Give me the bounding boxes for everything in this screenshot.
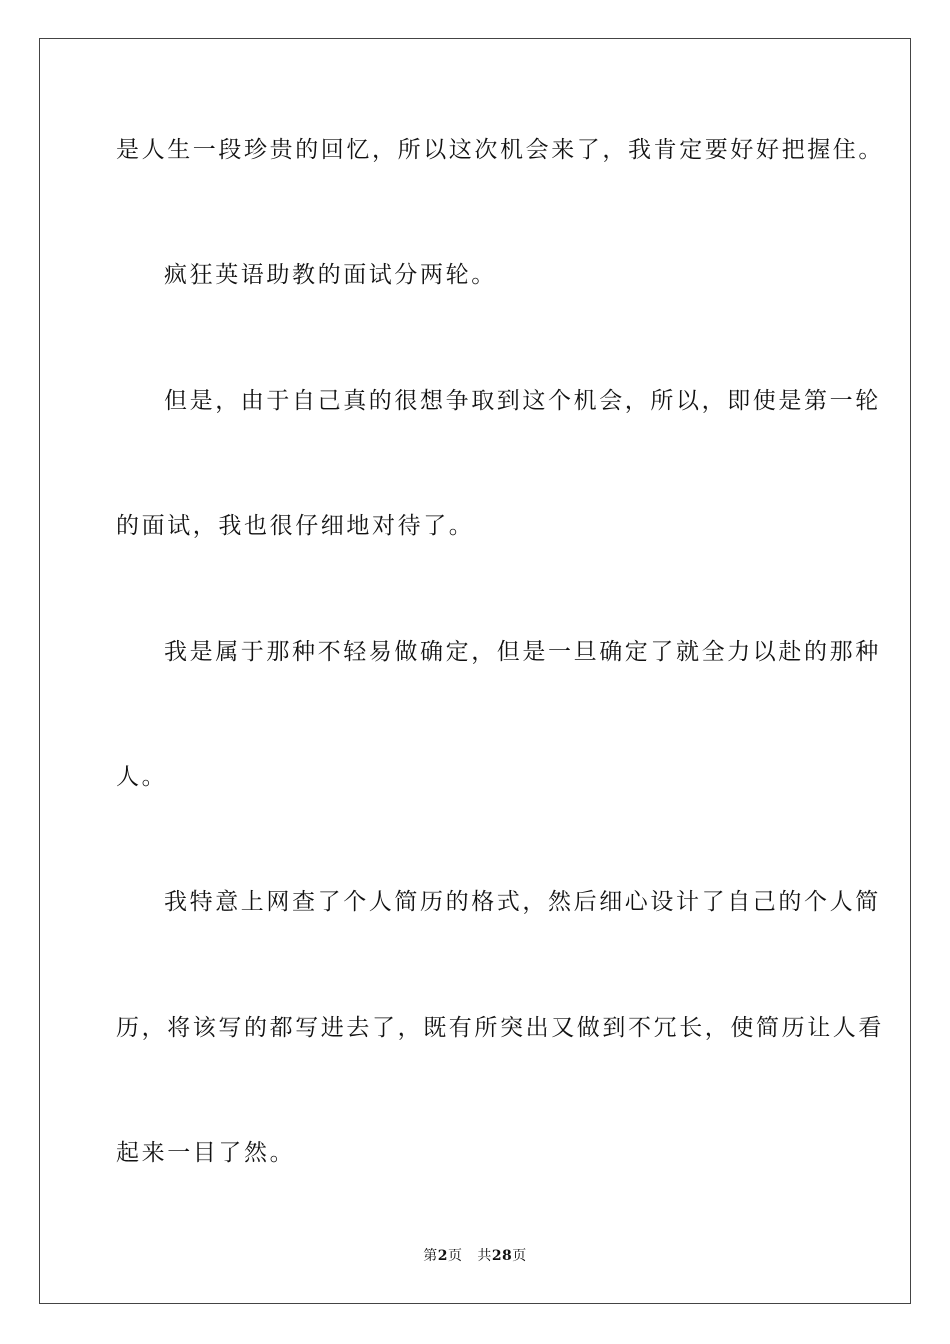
text-line: 起来一目了然。 [116,1140,296,1166]
total-prefix: 共 [477,1248,492,1264]
page-footer [0,1247,950,1265]
page-border [39,38,911,1304]
paragraph-line: 我特意上网查了个人简历的格式，然后细心设计了自己的个人简 [164,889,881,915]
text-line: 的面试，我也很仔细地对待了。 [116,513,475,539]
paragraph-line: 但是，由于自己真的很想争取到这个机会，所以，即使是第一轮 [164,388,881,414]
paragraph-line: 我是属于那种不轻易做确定，但是一旦确定了就全力以赴的那种 [164,639,881,665]
page-unit: 页 [447,1248,463,1264]
total-unit: 页 [512,1248,527,1264]
text-line: 人。 [116,764,168,790]
page-number: 2 [437,1248,448,1264]
text-line: 是人生一段珍贵的回忆，所以这次机会来了，我肯定要好好把握住。 [116,137,884,163]
page-total: 28 [491,1248,513,1264]
paragraph-line: 疯狂英语助教的面试分两轮。 [164,262,497,288]
text-line: 历，将该写的都写进去了，既有所突出又做到不冗长，使简历让人看 [116,1015,884,1041]
page-prefix: 第 [423,1248,438,1264]
